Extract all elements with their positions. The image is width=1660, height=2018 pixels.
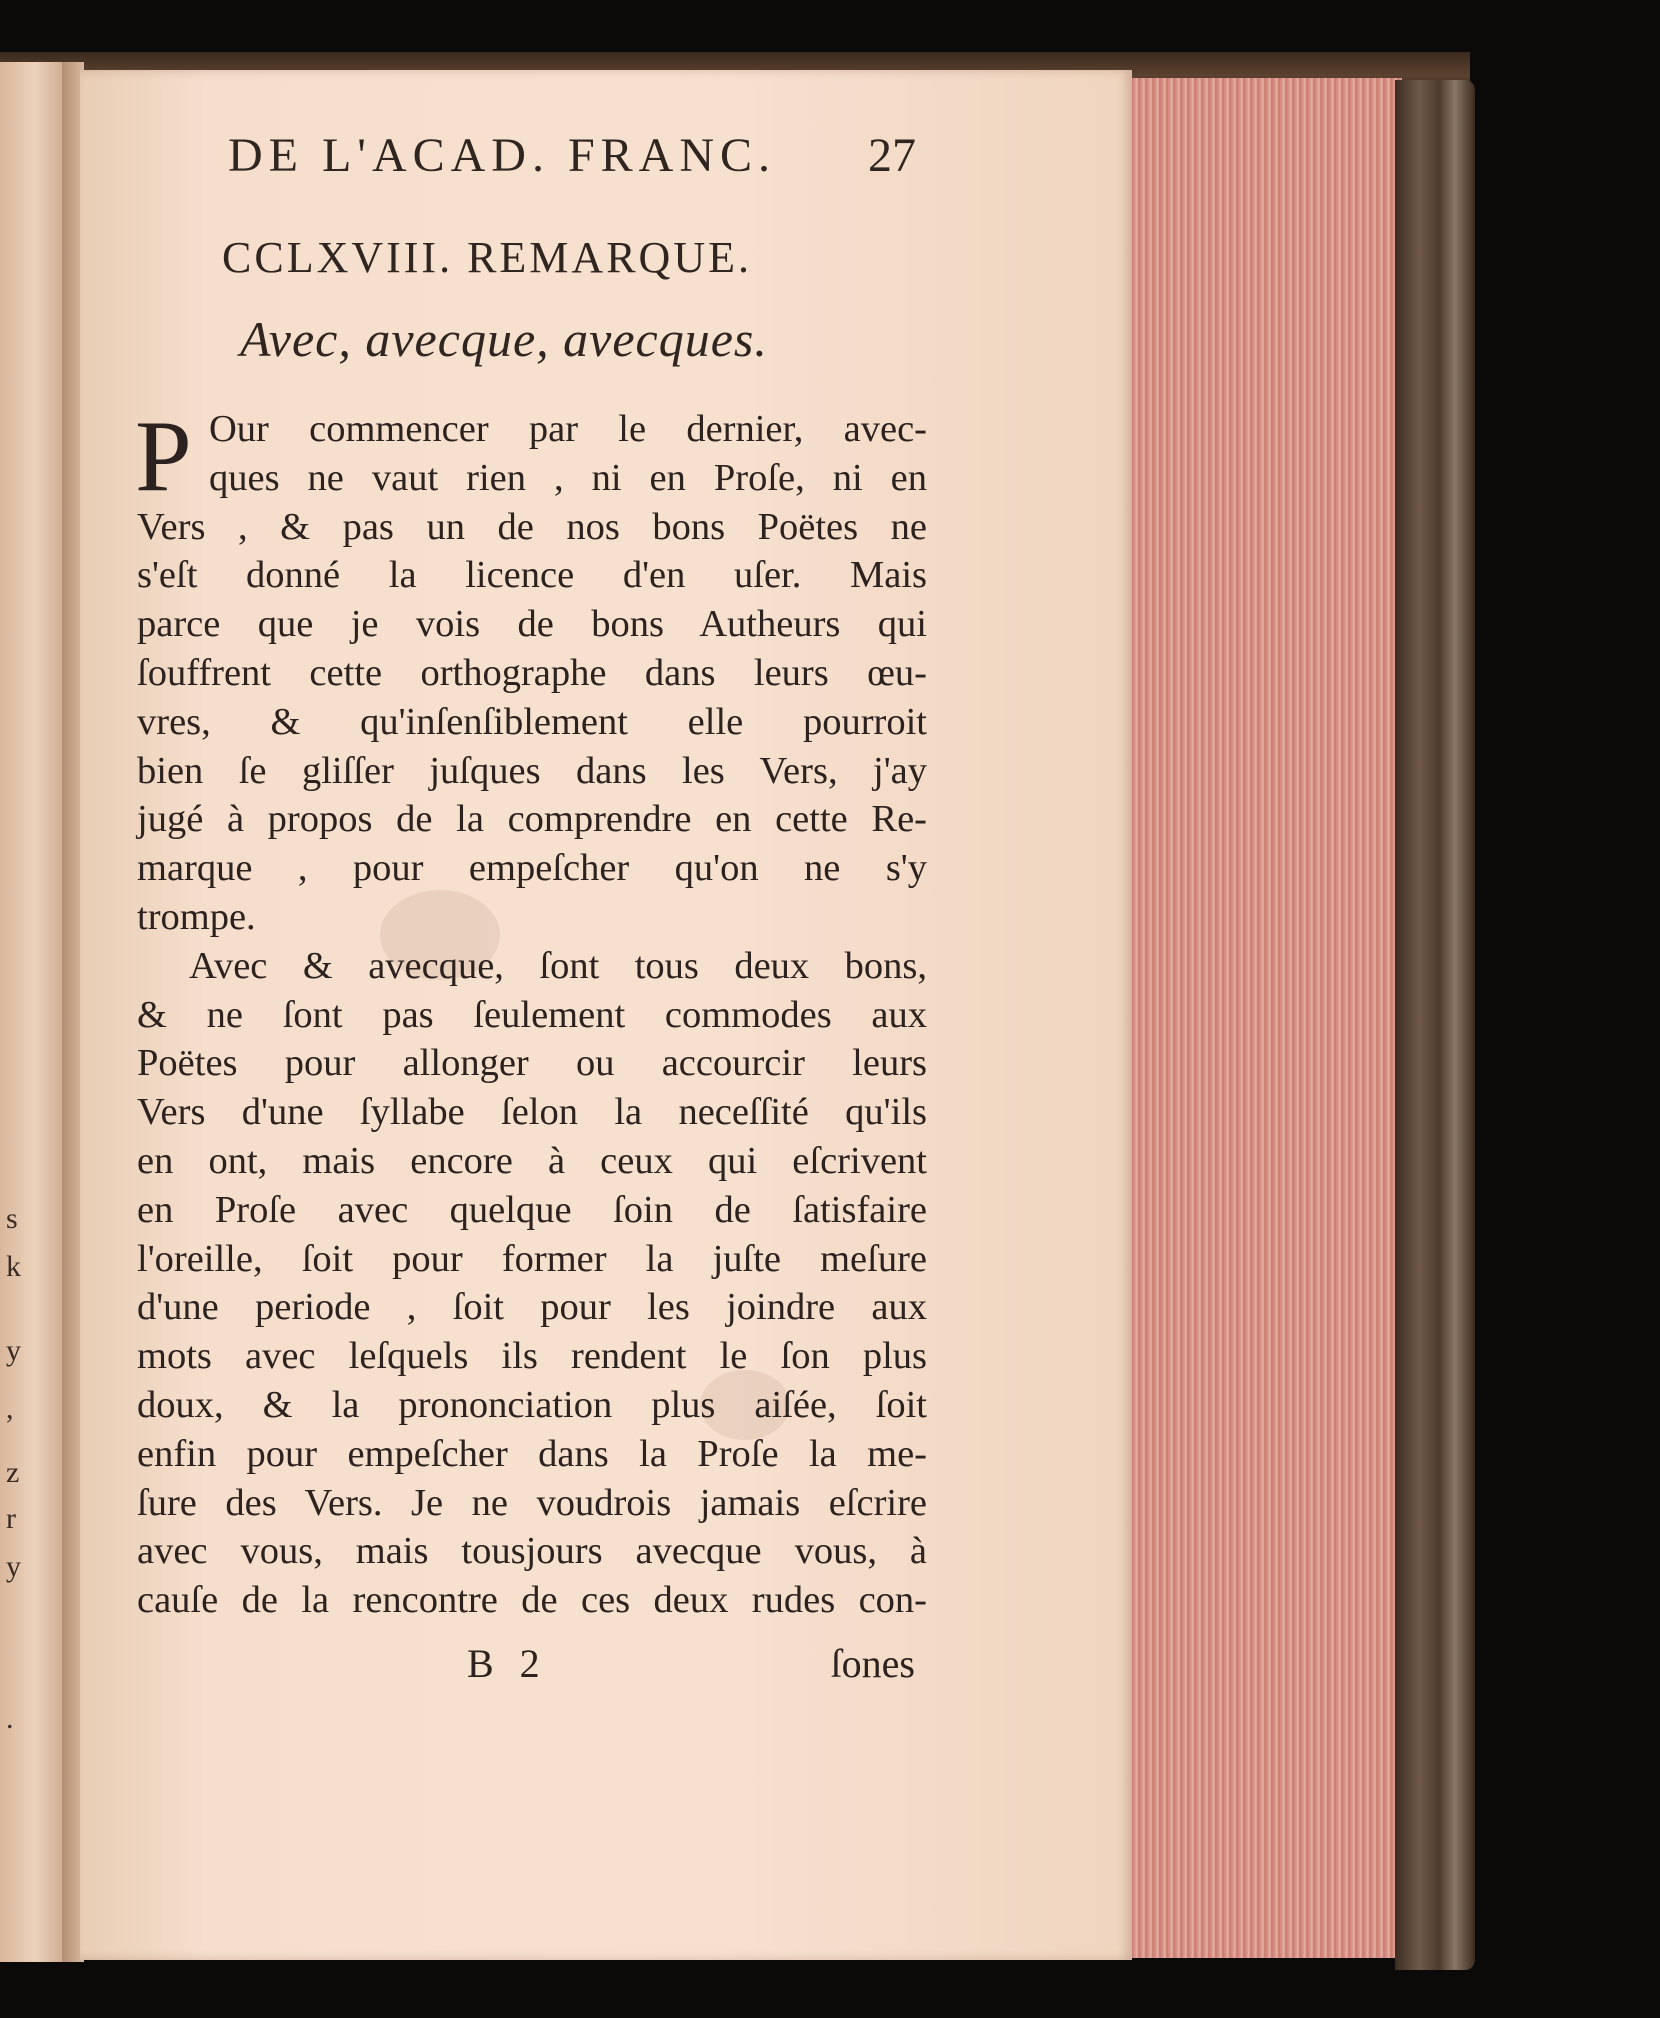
signature-mark: B 2 — [467, 1641, 548, 1686]
text-line: en Proſe avec quelque ſoin de ſatisfaire — [137, 1188, 927, 1231]
text-line: ſure des Vers. Je ne voudrois jamais eſcrire — [137, 1481, 927, 1524]
left-page-mark: y — [6, 1550, 21, 1583]
left-page-mark: z — [6, 1456, 20, 1489]
remark-title: CCLXVIII. REMARQUE. — [222, 233, 752, 282]
book-spine — [1395, 80, 1475, 1970]
left-page-edge — [0, 62, 70, 1962]
text-line: s'eſt donné la licence d'en uſer. Mais — [137, 554, 927, 597]
drop-cap: P — [135, 400, 192, 513]
page-number: 27 — [868, 129, 916, 182]
text-line: avec vous, mais tousjours avecque vous, à — [137, 1530, 927, 1573]
catchword: ſones — [830, 1641, 915, 1686]
page-footer — [137, 1640, 927, 1690]
text-line: mots avec leſquels ils rendent le ſon plus — [137, 1335, 927, 1378]
text-line: ſouffrent cette orthographe dans leurs œu- — [137, 651, 927, 694]
text-line: ques ne vaut rien , ni en Proſe, ni en — [209, 456, 927, 499]
text-line: marque , pour empeſcher qu'on ne s'y — [137, 847, 927, 890]
text-line: doux, & la prononciation plus aiſée, ſoit — [137, 1383, 927, 1426]
left-page-mark: . — [6, 1702, 14, 1735]
text-line: enfin pour empeſcher dans la Proſe la me- — [137, 1432, 927, 1475]
left-page-mark: s — [6, 1202, 18, 1235]
text-line: Vers , & pas un de nos bons Poëtes ne — [137, 505, 927, 548]
text-line: Our commencer par le dernier, avec- — [209, 408, 927, 450]
text-line: l'oreille, ſoit pour former la juſte meſure — [137, 1237, 927, 1280]
text-line: & ne ſont pas ſeulement commodes aux — [137, 993, 927, 1036]
text-line: Avec & avecque, ſont tous deux bons, — [189, 944, 927, 987]
left-page-mark: r — [6, 1502, 16, 1535]
text-line: vres, & qu'inſenſiblement elle pourroit — [137, 700, 927, 743]
text-line: Poëtes pour allonger ou accourcir leurs — [137, 1042, 927, 1085]
text-line: bien ſe gliſſer juſques dans les Vers, j'ay — [137, 749, 927, 792]
left-page-mark: k — [6, 1250, 21, 1283]
left-page-mark: y — [6, 1334, 21, 1367]
text-line: jugé à propos de la comprendre en cette Re- — [137, 798, 927, 841]
body-text — [135, 400, 927, 1625]
remark-subtitle: Avec, avecque, avecques. — [240, 311, 768, 367]
text-line: trompe. — [137, 895, 256, 938]
text-line: Vers d'une ſyllabe ſelon la neceſſité qu'ils — [137, 1091, 927, 1134]
running-head-title: DE L'ACAD. FRANC. — [228, 129, 777, 182]
text-line: parce que je vois de bons Autheurs qui — [137, 603, 927, 646]
page-edges — [1132, 78, 1402, 1958]
running-head — [228, 128, 916, 188]
text-line: d'une periode , ſoit pour les joindre aux — [137, 1286, 927, 1329]
text-line: en ont, mais encore à ceux qui eſcrivent — [137, 1139, 927, 1182]
left-page-mark: , — [6, 1392, 14, 1425]
text-line: cauſe de la rencontre de ces deux rudes con- — [137, 1579, 927, 1622]
